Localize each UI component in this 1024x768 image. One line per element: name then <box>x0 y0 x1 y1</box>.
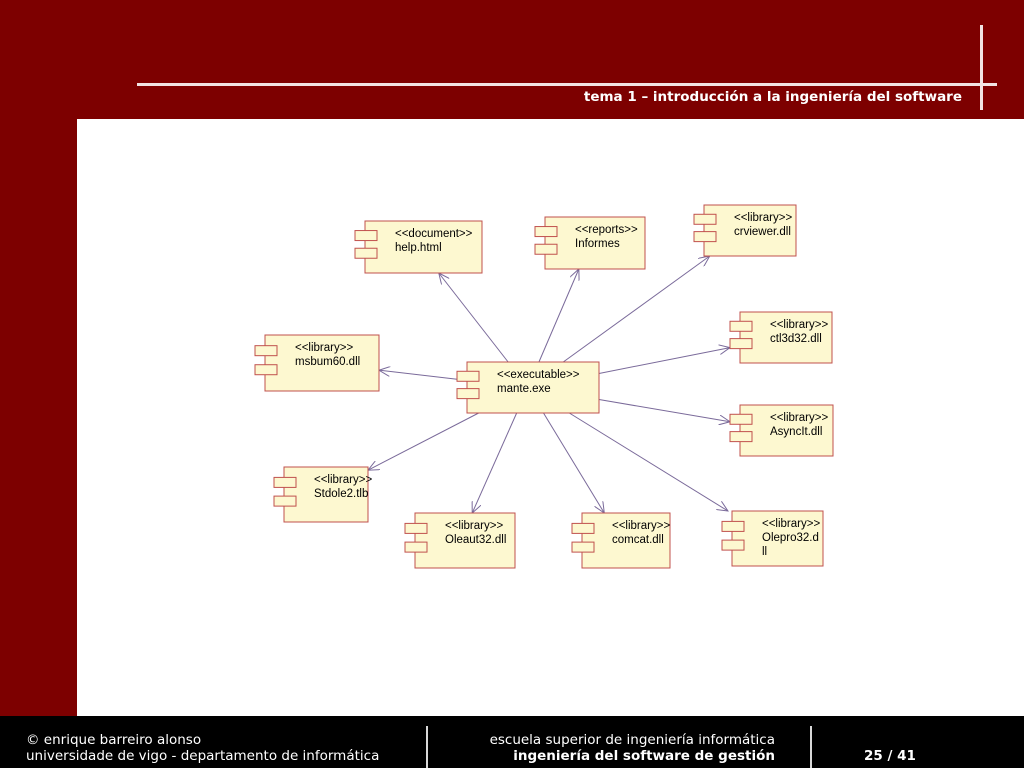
component-stereotype: <<library>> <box>445 520 504 532</box>
component-asyncit <box>730 405 833 456</box>
header-rule <box>137 83 997 86</box>
component-port-icon <box>457 389 479 399</box>
component-crviewer <box>694 205 796 256</box>
component-port-icon <box>255 365 277 375</box>
slide-title: tema 1 – introducción a la ingeniería del software <box>583 89 962 105</box>
component-informes <box>535 217 645 269</box>
component-comcat <box>572 513 670 568</box>
components <box>255 205 833 568</box>
dependency-arrow-help <box>439 273 508 362</box>
component-help <box>355 221 482 273</box>
component-msbum60 <box>255 335 379 391</box>
component-name: mante.exe <box>497 383 551 395</box>
component-diagram <box>77 119 1024 716</box>
component-port-icon <box>572 542 594 552</box>
footer-course-info <box>440 732 775 764</box>
header-vertical-rule <box>980 25 983 110</box>
dependency-arrow-stdole2 <box>368 413 479 470</box>
footer-divider <box>426 726 428 768</box>
footer-school: escuela superior de ingeniería informática <box>489 732 775 748</box>
component-port-icon <box>694 214 716 224</box>
component-port-icon <box>722 540 744 550</box>
component-name: help.html <box>395 242 442 254</box>
component-port-icon <box>730 339 752 349</box>
component-stereotype: <<library>> <box>770 319 829 331</box>
component-name: msbum60.dll <box>295 356 361 368</box>
component-port-icon <box>255 346 277 356</box>
footer <box>0 716 1024 768</box>
component-stereotype: <<library>> <box>734 212 793 224</box>
component-port-icon <box>535 244 557 254</box>
dependency-arrow-oleaut32 <box>472 413 516 513</box>
component-name: Stdole2.tlb <box>314 488 369 500</box>
footer-author: © enrique barreiro alonso <box>26 732 202 748</box>
component-port-icon <box>535 227 557 237</box>
component-port-icon <box>274 477 296 487</box>
dependency-arrow-asyncit <box>599 400 730 422</box>
component-stereotype: <<document>> <box>395 228 473 240</box>
component-stereotype: <<library>> <box>314 474 373 486</box>
component-name: Olepro32.d <box>762 532 819 544</box>
dependency-arrow-msbum60 <box>379 370 457 379</box>
component-port-icon <box>405 523 427 533</box>
page-number: 25 / 41 <box>864 748 916 764</box>
component-stereotype: <<library>> <box>612 520 671 532</box>
footer-divider <box>810 726 812 768</box>
dependency-arrow-olepro32 <box>569 413 728 511</box>
component-port-icon <box>694 232 716 242</box>
component-port-icon <box>730 414 752 424</box>
component-port-icon <box>730 432 752 442</box>
component-stereotype: <<executable>> <box>497 369 580 381</box>
component-oleaut32 <box>405 513 515 568</box>
component-stereotype: <<library>> <box>762 518 821 530</box>
component-name: AsyncIt.dll <box>770 426 823 438</box>
component-port-icon <box>572 523 594 533</box>
component-port-icon <box>722 521 744 531</box>
footer-course: ingeniería del software de gestión <box>513 748 775 764</box>
component-olepro32 <box>722 511 823 566</box>
component-name: comcat.dll <box>612 534 664 546</box>
component-port-icon <box>405 542 427 552</box>
component-name: crviewer.dll <box>734 226 791 238</box>
component-name: Oleaut32.dll <box>445 534 507 546</box>
component-stereotype: <<library>> <box>770 412 829 424</box>
component-stdole2 <box>274 467 372 522</box>
component-mante <box>457 362 599 413</box>
component-port-icon <box>274 496 296 506</box>
component-port-icon <box>730 321 752 331</box>
dependency-arrow-comcat <box>544 413 605 513</box>
component-name-continued: ll <box>762 546 768 558</box>
component-name: Informes <box>575 238 620 250</box>
footer-department: universidade de vigo - departamento de informática <box>26 748 380 764</box>
component-name: ctl3d32.dll <box>770 333 822 345</box>
dependency-arrow-ctl3d32 <box>599 348 730 374</box>
dependency-arrow-informes <box>539 269 579 362</box>
component-port-icon <box>355 248 377 258</box>
component-port-icon <box>355 231 377 241</box>
slide-content <box>77 119 1024 716</box>
component-stereotype: <<reports>> <box>575 224 638 236</box>
footer-credits <box>26 732 379 764</box>
component-stereotype: <<library>> <box>295 342 354 354</box>
component-port-icon <box>457 371 479 381</box>
component-ctl3d32 <box>730 312 832 363</box>
dependency-arrow-crviewer <box>563 256 710 362</box>
